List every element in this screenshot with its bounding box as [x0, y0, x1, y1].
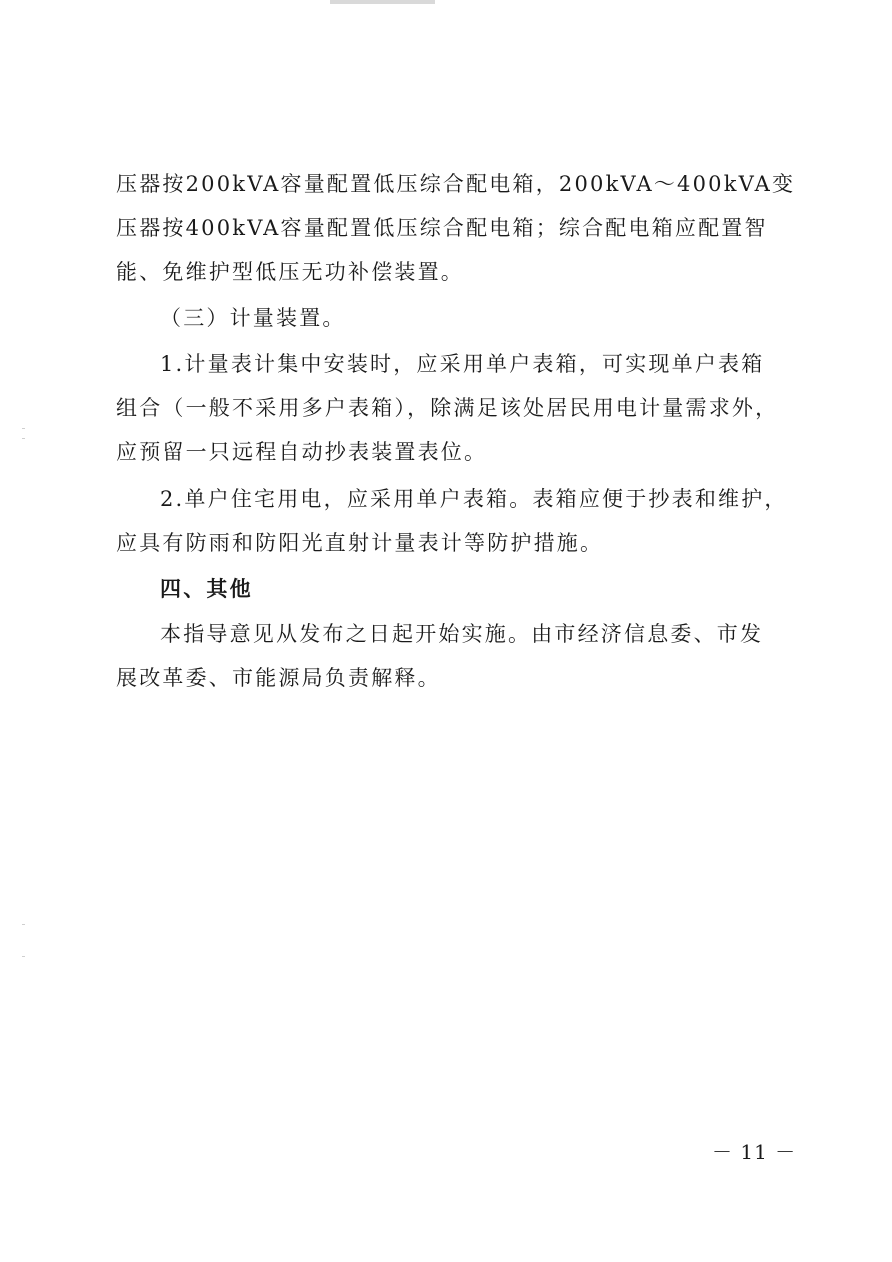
list-item-line: 2.单户住宅用电，应采用单户表箱。表箱应便于抄表和维护， [160, 487, 788, 511]
paragraph-line: 压器按200kVA容量配置低压综合配电箱，200kVA～400kVA变 [116, 172, 796, 196]
scan-speck [22, 956, 25, 957]
list-item-line: 组合（一般不采用多户表箱），除满足该处居民用电计量需求外， [116, 396, 779, 420]
scan-speck [22, 924, 25, 925]
list-item-line: 1.计量表计集中安装时，应采用单户表箱，可实现单户表箱 [160, 352, 765, 376]
final-paragraph-line: 展改革委、市能源局负责解释。 [116, 666, 441, 690]
subheading-metering-devices: （三）计量装置。 [160, 306, 346, 330]
list-item-line: 应具有防雨和防阳光直射计量表计等防护措施。 [116, 531, 604, 555]
list-item-line: 应预留一只远程自动抄表装置表位。 [116, 440, 488, 464]
scan-speck [22, 438, 25, 439]
paragraph-line: 能、免维护型低压无功补偿装置。 [116, 260, 464, 284]
scan-top-mark [330, 0, 435, 4]
final-paragraph-line: 本指导意见从发布之日起开始实施。由市经济信息委、市发 [160, 622, 764, 646]
paragraph-line: 压器按400kVA容量配置低压综合配电箱；综合配电箱应配置智 [116, 216, 768, 240]
page-number: － 11 － [712, 1140, 797, 1164]
section-heading-other: 四、其他 [160, 576, 253, 601]
scan-speck [22, 428, 25, 429]
